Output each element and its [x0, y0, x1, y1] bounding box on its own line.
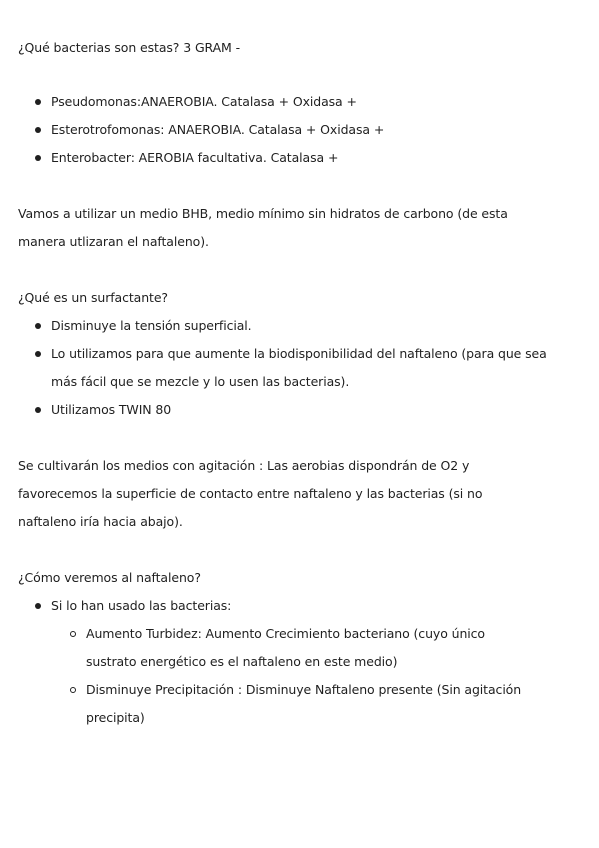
list-item-bacterias-usado: Si lo han usado las bacterias: — [51, 598, 232, 613]
bullet-icon — [35, 155, 41, 161]
list-item-esterotrofomonas: Esterotrofomonas: ANAEROBIA. Catalasa + Oxidasa + — [51, 122, 385, 137]
agitation-paragraph-line: favorecemos la superficie de contacto entre naftaleno y las bacterias (si no — [18, 486, 483, 501]
medium-paragraph-line: manera utlizaran el naftaleno). — [18, 234, 209, 249]
hollow-bullet-icon — [70, 631, 76, 637]
subitem-precipitacion: Disminuye Precipitación : Disminuye Naftaleno presente (Sin agitación — [86, 682, 522, 697]
list-item-biodisponibilidad: Lo utilizamos para que aumente la biodisponibilidad del naftaleno (para que sea — [51, 346, 547, 361]
bullet-icon — [35, 603, 41, 609]
subitem-turbidez: Aumento Turbidez: Aumento Crecimiento bacteriano (cuyo único — [86, 626, 485, 641]
section-heading-surfactant: ¿Qué es un surfactante? — [18, 290, 168, 305]
list-item-biodisponibilidad-cont: más fácil que se mezcle y lo usen las bacterias). — [51, 374, 350, 389]
hollow-bullet-icon — [70, 687, 76, 693]
list-item-twin: Utilizamos TWIN 80 — [51, 402, 172, 417]
medium-paragraph-line: Vamos a utilizar un medio BHB, medio mínimo sin hidratos de carbono (de esta — [18, 206, 508, 221]
section-heading-bacteria: ¿Qué bacterias son estas? 3 GRAM - — [18, 40, 241, 55]
section-heading-naftaleno: ¿Cómo veremos al naftaleno? — [18, 570, 201, 585]
bullet-icon — [35, 407, 41, 413]
list-item-enterobacter: Enterobacter: AEROBIA facultativa. Catalasa + — [51, 150, 339, 165]
list-item-pseudomonas: Pseudomonas:ANAEROBIA. Catalasa + Oxidasa + — [51, 94, 357, 109]
subitem-turbidez-cont: sustrato energético es el naftaleno en este medio) — [86, 654, 398, 669]
bullet-icon — [35, 351, 41, 357]
agitation-paragraph-line: Se cultivarán los medios con agitación : Las aerobias dispondrán de O2 y — [18, 458, 470, 473]
bullet-icon — [35, 323, 41, 329]
list-item-tension: Disminuye la tensión superficial. — [51, 318, 252, 333]
agitation-paragraph-line: naftaleno iría hacia abajo). — [18, 514, 183, 529]
subitem-precipitacion-cont: precipita) — [86, 710, 145, 725]
bullet-icon — [35, 127, 41, 133]
bullet-icon — [35, 99, 41, 105]
